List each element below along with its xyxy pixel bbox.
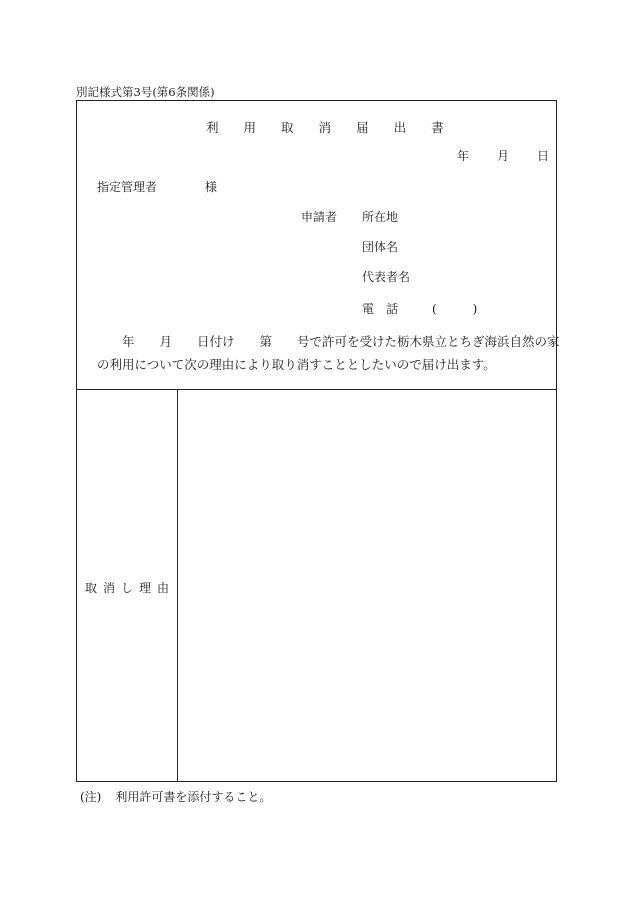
representative-field-label: 代表者名 <box>362 270 411 284</box>
date-year: 年 <box>457 149 470 163</box>
addressee-name: 指定管理者 <box>97 180 158 194</box>
title-char: 利 <box>206 120 219 135</box>
form-title <box>206 118 469 136</box>
phone-field-label <box>362 300 398 317</box>
date-day: 日 <box>537 149 550 163</box>
title-char: 書 <box>431 120 444 135</box>
reason-content-cell <box>178 390 556 781</box>
footnote-text: 利用許可書を添付すること。 <box>115 790 272 804</box>
addressee-line <box>97 178 217 195</box>
phone-number-blank: ( ) <box>432 302 478 316</box>
reason-label-cell <box>77 390 178 781</box>
phone-label-char: 電 <box>362 302 375 316</box>
phone-label-char: 話 <box>386 302 399 316</box>
addressee-honorific: 様 <box>205 180 218 194</box>
date-month: 月 <box>497 149 510 163</box>
body-text-line-1: 年 月 日付け 第 号で許可を受けた栃木県立とちぎ海浜自然の家 <box>97 334 560 349</box>
form-number-label: 別記様式第3号(第6条関係) <box>76 85 215 99</box>
body-text-line-2: の利用について次の理由により取り消すこととしたいので届け出ます。 <box>97 357 496 372</box>
reason-label: 取消し理由 <box>85 581 176 595</box>
form-frame <box>76 100 560 782</box>
group-field-label: 団体名 <box>362 240 399 254</box>
title-char: 出 <box>393 120 407 135</box>
address-field-label: 所在地 <box>362 210 399 224</box>
applicant-label: 申請者 <box>301 210 338 224</box>
date-line <box>457 147 577 164</box>
form-upper-section <box>77 101 560 390</box>
footnote <box>80 788 271 805</box>
title-char: 用 <box>243 120 257 135</box>
title-char: 届 <box>356 120 369 135</box>
title-char: 取 <box>281 120 294 135</box>
footnote-prefix: (注) <box>80 790 102 804</box>
title-char: 消 <box>318 120 332 135</box>
